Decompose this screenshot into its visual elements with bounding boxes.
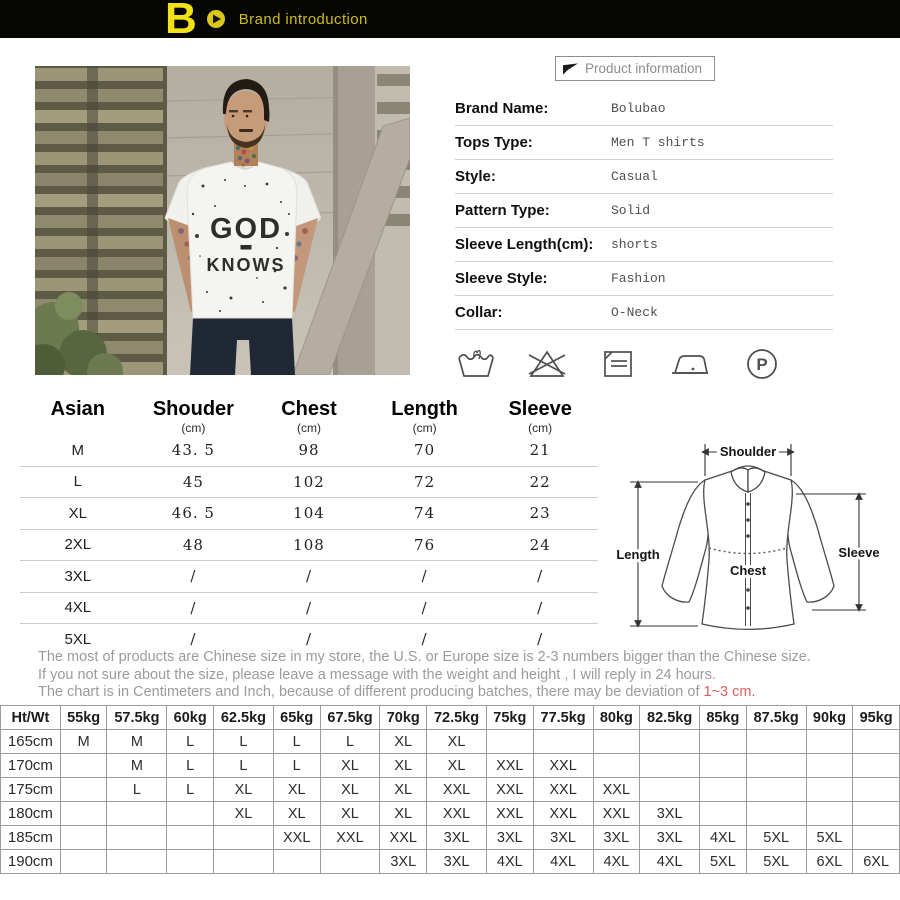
weight-column-header: 65kg	[273, 706, 320, 730]
size-chart-value-cell: 74	[414, 504, 436, 523]
weight-size-cell: L	[273, 730, 320, 754]
weight-size-cell: XL	[213, 802, 273, 826]
weight-size-cell	[167, 826, 214, 850]
product-info-value: O-Neck	[611, 305, 658, 320]
size-chart-header	[20, 398, 598, 435]
size-chart-row	[20, 530, 598, 562]
size-chart-value-cell: /	[305, 598, 313, 617]
product-info-row	[455, 92, 833, 126]
weight-size-cell	[273, 850, 320, 874]
diagram-label-length: Length	[616, 547, 660, 562]
weight-size-cell: L	[167, 754, 214, 778]
note-line-3	[38, 684, 878, 702]
size-chart-value-cell: /	[305, 567, 313, 586]
weight-size-cell: 6XL	[853, 850, 900, 874]
weight-size-cell: 3XL	[533, 826, 593, 850]
weight-size-cell: XXL	[320, 826, 380, 850]
weight-column-header: 55kg	[60, 706, 107, 730]
height-cell: 175cm	[1, 778, 61, 802]
product-info-row	[455, 296, 833, 330]
weight-size-cell	[853, 778, 900, 802]
weight-column-header: 90kg	[806, 706, 853, 730]
size-chart-column-unit: (cm)	[412, 421, 437, 435]
weight-size-cell	[853, 826, 900, 850]
weight-column-header: 87.5kg	[746, 706, 806, 730]
weight-size-cell	[700, 730, 747, 754]
size-chart-value-cell: 104	[293, 504, 325, 523]
weight-size-cell	[167, 850, 214, 874]
size-notes	[38, 649, 878, 702]
product-info-title: Product information	[585, 61, 703, 76]
weight-size-cell: 5XL	[806, 826, 853, 850]
weight-size-cell: XL	[427, 754, 487, 778]
product-info-label: Tops Type:	[455, 134, 533, 151]
height-cell: 170cm	[1, 754, 61, 778]
size-chart-row	[20, 467, 598, 499]
product-info-title-box	[555, 56, 715, 81]
weight-size-cell: 3XL	[487, 826, 534, 850]
size-chart-value-cell: /	[537, 567, 544, 586]
product-info-row	[455, 160, 833, 194]
product-info-row	[455, 228, 833, 262]
size-chart-value-cell: /	[190, 630, 197, 649]
weight-table-row	[1, 850, 900, 874]
weight-size-cell: M	[107, 730, 167, 754]
weight-size-cell: 4XL	[533, 850, 593, 874]
size-chart-column-unit: (cm)	[528, 421, 553, 435]
weight-size-cell	[746, 754, 806, 778]
size-chart-value-cell: /	[421, 598, 428, 617]
weight-size-cell: 4XL	[640, 850, 700, 874]
weight-size-cell: L	[213, 730, 273, 754]
size-chart-column-header	[20, 398, 136, 435]
height-cell: 185cm	[1, 826, 61, 850]
size-chart-column-name: Shouder	[152, 398, 234, 420]
size-chart-column-header	[367, 398, 483, 435]
iron-icon	[669, 345, 711, 383]
brand-header-bar	[0, 0, 900, 43]
note-line-2: If you not sure about the size, please leave a message with the weight and height , I will reply in 24 hours.	[38, 666, 716, 683]
weight-column-header: 82.5kg	[640, 706, 700, 730]
weight-size-cell: M	[60, 730, 107, 754]
weight-size-cell	[806, 778, 853, 802]
size-chart-value-cell: 98	[298, 441, 320, 460]
weight-size-cell	[746, 778, 806, 802]
diagram-label-chest: Chest	[729, 563, 767, 578]
size-chart-column-name: Chest	[281, 398, 337, 420]
flag-icon	[563, 63, 578, 75]
product-info-row	[455, 126, 833, 160]
size-chart-column-header	[251, 398, 367, 435]
size-chart-row	[20, 498, 598, 530]
dry-clean-letter: P	[756, 355, 768, 374]
product-info-row	[455, 262, 833, 296]
brand-logo: B	[165, 0, 195, 43]
product-info-value: Solid	[611, 203, 651, 218]
weight-size-cell	[700, 778, 747, 802]
do-not-bleach-icon	[527, 345, 567, 383]
weight-size-cell	[593, 730, 640, 754]
weight-size-cell: M	[107, 754, 167, 778]
shirt-print-knows: KNOWS	[206, 255, 286, 275]
weight-column-header: 77.5kg	[533, 706, 593, 730]
weight-size-cell	[60, 850, 107, 874]
weight-size-cell: XL	[380, 778, 427, 802]
size-chart-value-cell: /	[305, 630, 313, 649]
play-icon	[206, 9, 226, 29]
weight-size-cell	[853, 802, 900, 826]
size-chart-value-cell: 76	[414, 535, 436, 554]
size-chart-row	[20, 561, 598, 593]
height-weight-header	[1, 706, 900, 730]
weight-size-cell: 4XL	[700, 826, 747, 850]
product-info-label: Sleeve Length(cm):	[455, 236, 594, 253]
weight-size-cell: 5XL	[700, 850, 747, 874]
diagram-label-sleeve: Sleeve	[838, 545, 880, 560]
weight-size-cell	[320, 850, 380, 874]
size-chart-value-cell: 108	[293, 535, 325, 554]
product-info-label: Style:	[455, 168, 496, 185]
weight-table-row	[1, 778, 900, 802]
weight-size-cell: XL	[213, 778, 273, 802]
height-cell: 180cm	[1, 802, 61, 826]
weight-size-cell: XXL	[380, 826, 427, 850]
height-cell: 190cm	[1, 850, 61, 874]
weight-size-cell	[593, 754, 640, 778]
weight-column-header: 60kg	[167, 706, 214, 730]
size-chart-value-cell: 21	[529, 441, 551, 460]
weight-size-cell	[806, 730, 853, 754]
weight-size-cell: L	[107, 778, 167, 802]
size-chart-column-header	[136, 398, 252, 435]
weight-table-corner: Ht/Wt	[1, 706, 61, 730]
weight-size-cell: 3XL	[427, 826, 487, 850]
weight-size-cell: L	[320, 730, 380, 754]
weight-table-row	[1, 754, 900, 778]
brand-header-title: Brand introduction	[238, 10, 368, 28]
weight-size-cell	[806, 754, 853, 778]
weight-size-cell: XL	[380, 730, 427, 754]
weight-size-cell: L	[273, 754, 320, 778]
weight-size-cell	[60, 802, 107, 826]
weight-table-row	[1, 730, 900, 754]
weight-size-cell: XL	[273, 778, 320, 802]
weight-size-cell: XL	[273, 802, 320, 826]
size-chart-value-cell: 46. 5	[171, 504, 215, 523]
weight-table-row	[1, 826, 900, 850]
weight-size-cell	[640, 754, 700, 778]
weight-size-cell: L	[167, 730, 214, 754]
weight-size-cell: 3XL	[427, 850, 487, 874]
product-info-label: Sleeve Style:	[455, 270, 548, 287]
size-chart-value-cell: 24	[529, 535, 551, 554]
weight-size-cell: L	[167, 778, 214, 802]
size-chart-value-cell: /	[421, 630, 428, 649]
shirt-print-god: GOD	[209, 213, 283, 245]
weight-size-cell: 5XL	[746, 826, 806, 850]
size-chart-size-cell: M	[71, 441, 85, 459]
weight-size-cell	[167, 802, 214, 826]
size-chart-value-cell: 43. 5	[171, 441, 215, 460]
weight-size-cell: 3XL	[640, 826, 700, 850]
weight-column-header: 80kg	[593, 706, 640, 730]
weight-column-header: 70kg	[380, 706, 427, 730]
size-chart-value-cell: /	[421, 567, 428, 586]
weight-size-cell: 4XL	[487, 850, 534, 874]
weight-size-cell	[746, 730, 806, 754]
size-chart-value-cell: /	[537, 598, 544, 617]
size-chart-row	[20, 435, 598, 467]
size-chart-column-header	[482, 398, 598, 435]
weight-size-cell	[853, 754, 900, 778]
weight-size-cell: XL	[320, 802, 380, 826]
product-info-value: shorts	[611, 237, 658, 252]
size-chart-value-cell: /	[190, 598, 197, 617]
weight-size-cell: 4XL	[593, 850, 640, 874]
size-chart-value-cell: 45	[182, 472, 204, 491]
weight-size-cell	[640, 778, 700, 802]
size-chart-value-cell: 48	[182, 535, 204, 554]
weight-size-cell	[487, 730, 534, 754]
size-chart-size-cell: L	[73, 473, 82, 491]
weight-size-cell	[107, 850, 167, 874]
weight-size-cell: XL	[380, 754, 427, 778]
weight-column-header: 95kg	[853, 706, 900, 730]
size-chart-size-cell: 5XL	[64, 630, 92, 648]
size-chart-column-unit	[20, 421, 136, 435]
weight-column-header: 72.5kg	[427, 706, 487, 730]
weight-size-cell: 5XL	[746, 850, 806, 874]
size-chart-table	[20, 398, 598, 655]
weight-size-cell	[640, 730, 700, 754]
weight-size-cell	[746, 802, 806, 826]
size-chart-column-name: Sleeve	[508, 398, 572, 420]
product-info-value: Bolubao	[611, 101, 666, 116]
weight-size-cell	[700, 802, 747, 826]
weight-size-cell: XXL	[487, 778, 534, 802]
size-chart-column-unit: (cm)	[296, 421, 321, 435]
weight-size-cell	[60, 778, 107, 802]
care-icons-row	[456, 345, 833, 383]
weight-size-cell: XXL	[593, 802, 640, 826]
product-info-label: Brand Name:	[455, 100, 549, 117]
size-chart-value-cell: 72	[414, 472, 436, 491]
weight-size-cell	[533, 730, 593, 754]
weight-size-cell: XXL	[533, 754, 593, 778]
weight-table-row	[1, 802, 900, 826]
height-weight-size-table	[0, 705, 900, 874]
height-cell: 165cm	[1, 730, 61, 754]
product-info-label: Pattern Type:	[455, 202, 550, 219]
size-chart-size-cell: 4XL	[64, 599, 92, 617]
weight-size-cell: XL	[320, 754, 380, 778]
weight-size-cell: XL	[380, 802, 427, 826]
weight-size-cell: 3XL	[380, 850, 427, 874]
size-chart-size-cell: XL	[68, 504, 87, 522]
product-info-rows	[455, 92, 833, 330]
weight-size-cell	[213, 826, 273, 850]
weight-size-cell: 6XL	[806, 850, 853, 874]
deviation-highlight: 1~3 cm.	[703, 684, 756, 700]
weight-size-cell	[107, 826, 167, 850]
weight-size-cell	[107, 802, 167, 826]
weight-size-cell	[700, 754, 747, 778]
product-info-row	[455, 194, 833, 228]
weight-size-cell	[60, 754, 107, 778]
weight-size-cell: XXL	[273, 826, 320, 850]
product-photo	[35, 66, 410, 375]
size-chart-value-cell: 102	[293, 472, 325, 491]
size-chart-value-cell: 22	[529, 472, 551, 491]
weight-size-cell: XXL	[533, 778, 593, 802]
weight-size-cell: XXL	[533, 802, 593, 826]
weight-column-header: 67.5kg	[320, 706, 380, 730]
note-line-3-text: The chart is in Centimeters and Inch, because of different producing batches, there may be deviation of	[38, 684, 704, 700]
weight-size-cell: XXL	[487, 754, 534, 778]
weight-column-header: 57.5kg	[107, 706, 167, 730]
weight-size-cell: XXL	[593, 778, 640, 802]
weight-column-header: 75kg	[487, 706, 534, 730]
product-info-value: Fashion	[611, 271, 666, 286]
product-info-label: Collar:	[455, 304, 503, 321]
size-chart-row	[20, 593, 598, 625]
size-chart-value-cell: 70	[414, 441, 436, 460]
weight-size-cell: XL	[320, 778, 380, 802]
weight-size-cell: XXL	[427, 778, 487, 802]
size-chart-size-cell: 3XL	[64, 567, 92, 585]
dry-flat-icon	[598, 345, 638, 383]
weight-size-cell	[60, 826, 107, 850]
size-chart-value-cell: /	[537, 630, 544, 649]
dry-clean-p-icon	[742, 345, 782, 383]
size-chart-value-cell: /	[190, 567, 197, 586]
weight-size-cell: 3XL	[593, 826, 640, 850]
size-chart-column-name: Asian	[50, 398, 106, 420]
weight-size-cell	[853, 730, 900, 754]
size-chart-column-name: Length	[391, 398, 458, 420]
hand-wash-icon	[456, 345, 496, 383]
product-info-value: Men T shirts	[611, 135, 705, 150]
product-info-value: Casual	[611, 169, 658, 184]
weight-size-cell: 3XL	[640, 802, 700, 826]
diagram-label-shoulder: Shoulder	[719, 444, 777, 459]
weight-size-cell: XXL	[487, 802, 534, 826]
measurement-diagram	[608, 430, 888, 640]
product-info-panel	[455, 56, 833, 383]
weight-size-cell	[806, 802, 853, 826]
note-line-1: The most of products are Chinese size in my store, the U.S. or Europe size is 2-3 numbers bigger than the Chinese size.	[38, 649, 811, 665]
weight-size-cell: XL	[427, 730, 487, 754]
weight-size-cell: XXL	[427, 802, 487, 826]
size-chart-size-cell: 2XL	[64, 536, 92, 554]
weight-column-header: 85kg	[700, 706, 747, 730]
size-chart-value-cell: 23	[529, 504, 551, 523]
weight-column-header: 62.5kg	[213, 706, 273, 730]
weight-size-cell: L	[213, 754, 273, 778]
size-chart-column-unit: (cm)	[181, 421, 206, 435]
weight-size-cell	[213, 850, 273, 874]
